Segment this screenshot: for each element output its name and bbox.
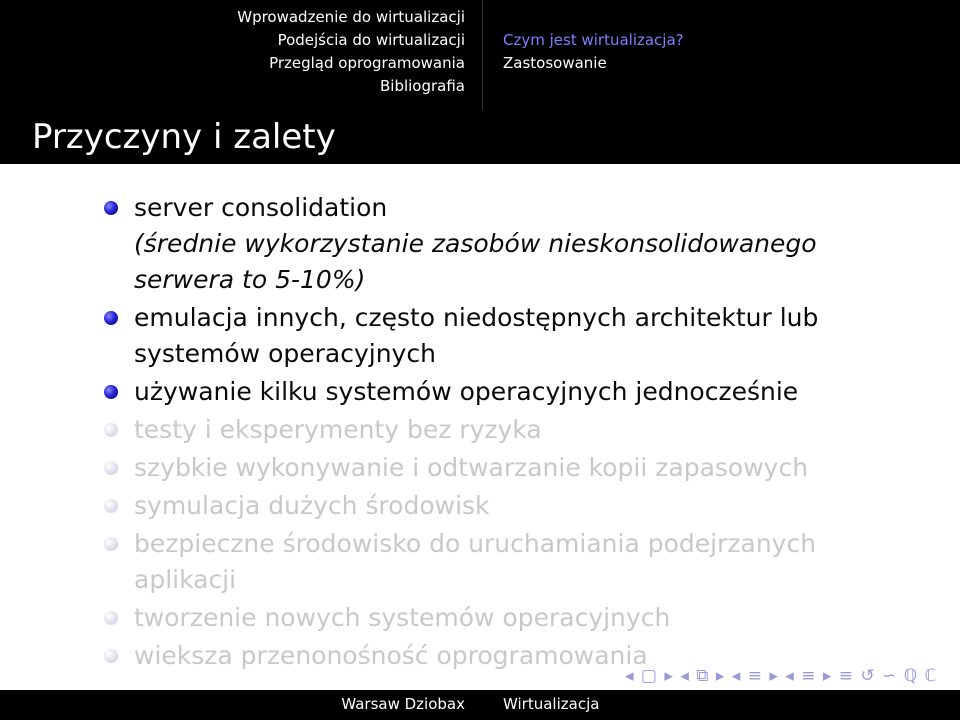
header-bar: [0, 0, 960, 110]
subsection-nav: [503, 29, 684, 75]
list-item: [104, 374, 864, 410]
footer-bar: [0, 690, 960, 720]
list-item-text: bezpieczne środowisko do uruchamiania podejrzanych aplikacji: [134, 529, 817, 594]
list-item-text: tworzenie nowych systemów operacyjnych: [134, 603, 671, 632]
beamer-navigation-icons[interactable]: ◂ ▢ ▸ ◂ ⧉ ▸ ◂ ≡ ▸ ◂ ≡ ▸ ≡ ↺ ∽ ℚ ℂ: [625, 666, 938, 686]
ball-bullet-icon: [104, 499, 118, 513]
ball-bullet-icon: [104, 611, 118, 625]
list-item-text: używanie kilku systemów operacyjnych jednocześnie: [134, 377, 799, 406]
list-item: [104, 300, 864, 372]
nav-section-bibliography[interactable]: Bibliografia: [379, 77, 465, 95]
nav-section-intro[interactable]: Wprowadzenie do wirtualizacji: [237, 8, 465, 26]
bullet-list: [104, 190, 864, 674]
list-item-inactive: [104, 450, 864, 486]
ball-bullet-icon: [104, 537, 118, 551]
list-item-inactive: [104, 412, 864, 448]
ball-bullet-icon: [104, 311, 118, 325]
list-item-text: testy i eksperymenty bez ryzyka: [134, 415, 542, 444]
footer-title: Wirtualizacja: [503, 695, 600, 713]
ball-bullet-icon: [104, 649, 118, 663]
frame-title: Przyczyny i zalety: [32, 117, 336, 157]
list-item-text: emulacja innych, często niedostępnych architektur lub systemów operacyjnych: [134, 303, 819, 368]
nav-divider: [482, 0, 483, 110]
list-item-inactive: [104, 600, 864, 636]
ball-bullet-icon: [104, 461, 118, 475]
list-item-text: server consolidation: [134, 193, 388, 222]
list-item-text: symulacja dużych środowisk: [134, 491, 490, 520]
ball-bullet-icon: [104, 201, 118, 215]
list-item-text: wieksza przenonośność oprogramowania: [134, 641, 648, 670]
list-item-subtext: (średnie wykorzystanie zasobów nieskonsolidowanego serwera to 5-10%): [134, 229, 817, 294]
nav-section-approaches[interactable]: Podejścia do wirtualizacji: [277, 31, 465, 49]
ball-bullet-icon: [104, 423, 118, 437]
nav-subsection-usage[interactable]: Zastosowanie: [503, 54, 607, 72]
nav-subsection-what-is[interactable]: Czym jest wirtualizacja?: [503, 31, 684, 49]
section-nav: [0, 6, 465, 98]
frame-title-bar: [0, 110, 960, 164]
list-item-text: szybkie wykonywanie i odtwarzanie kopii zapasowych: [134, 453, 809, 482]
list-item-inactive: [104, 488, 864, 524]
nav-section-software[interactable]: Przegląd oprogramowania: [269, 54, 465, 72]
list-item-inactive: [104, 526, 864, 598]
ball-bullet-icon: [104, 385, 118, 399]
footer-author: Warsaw Dziobax: [341, 695, 465, 713]
list-item: [104, 190, 864, 298]
